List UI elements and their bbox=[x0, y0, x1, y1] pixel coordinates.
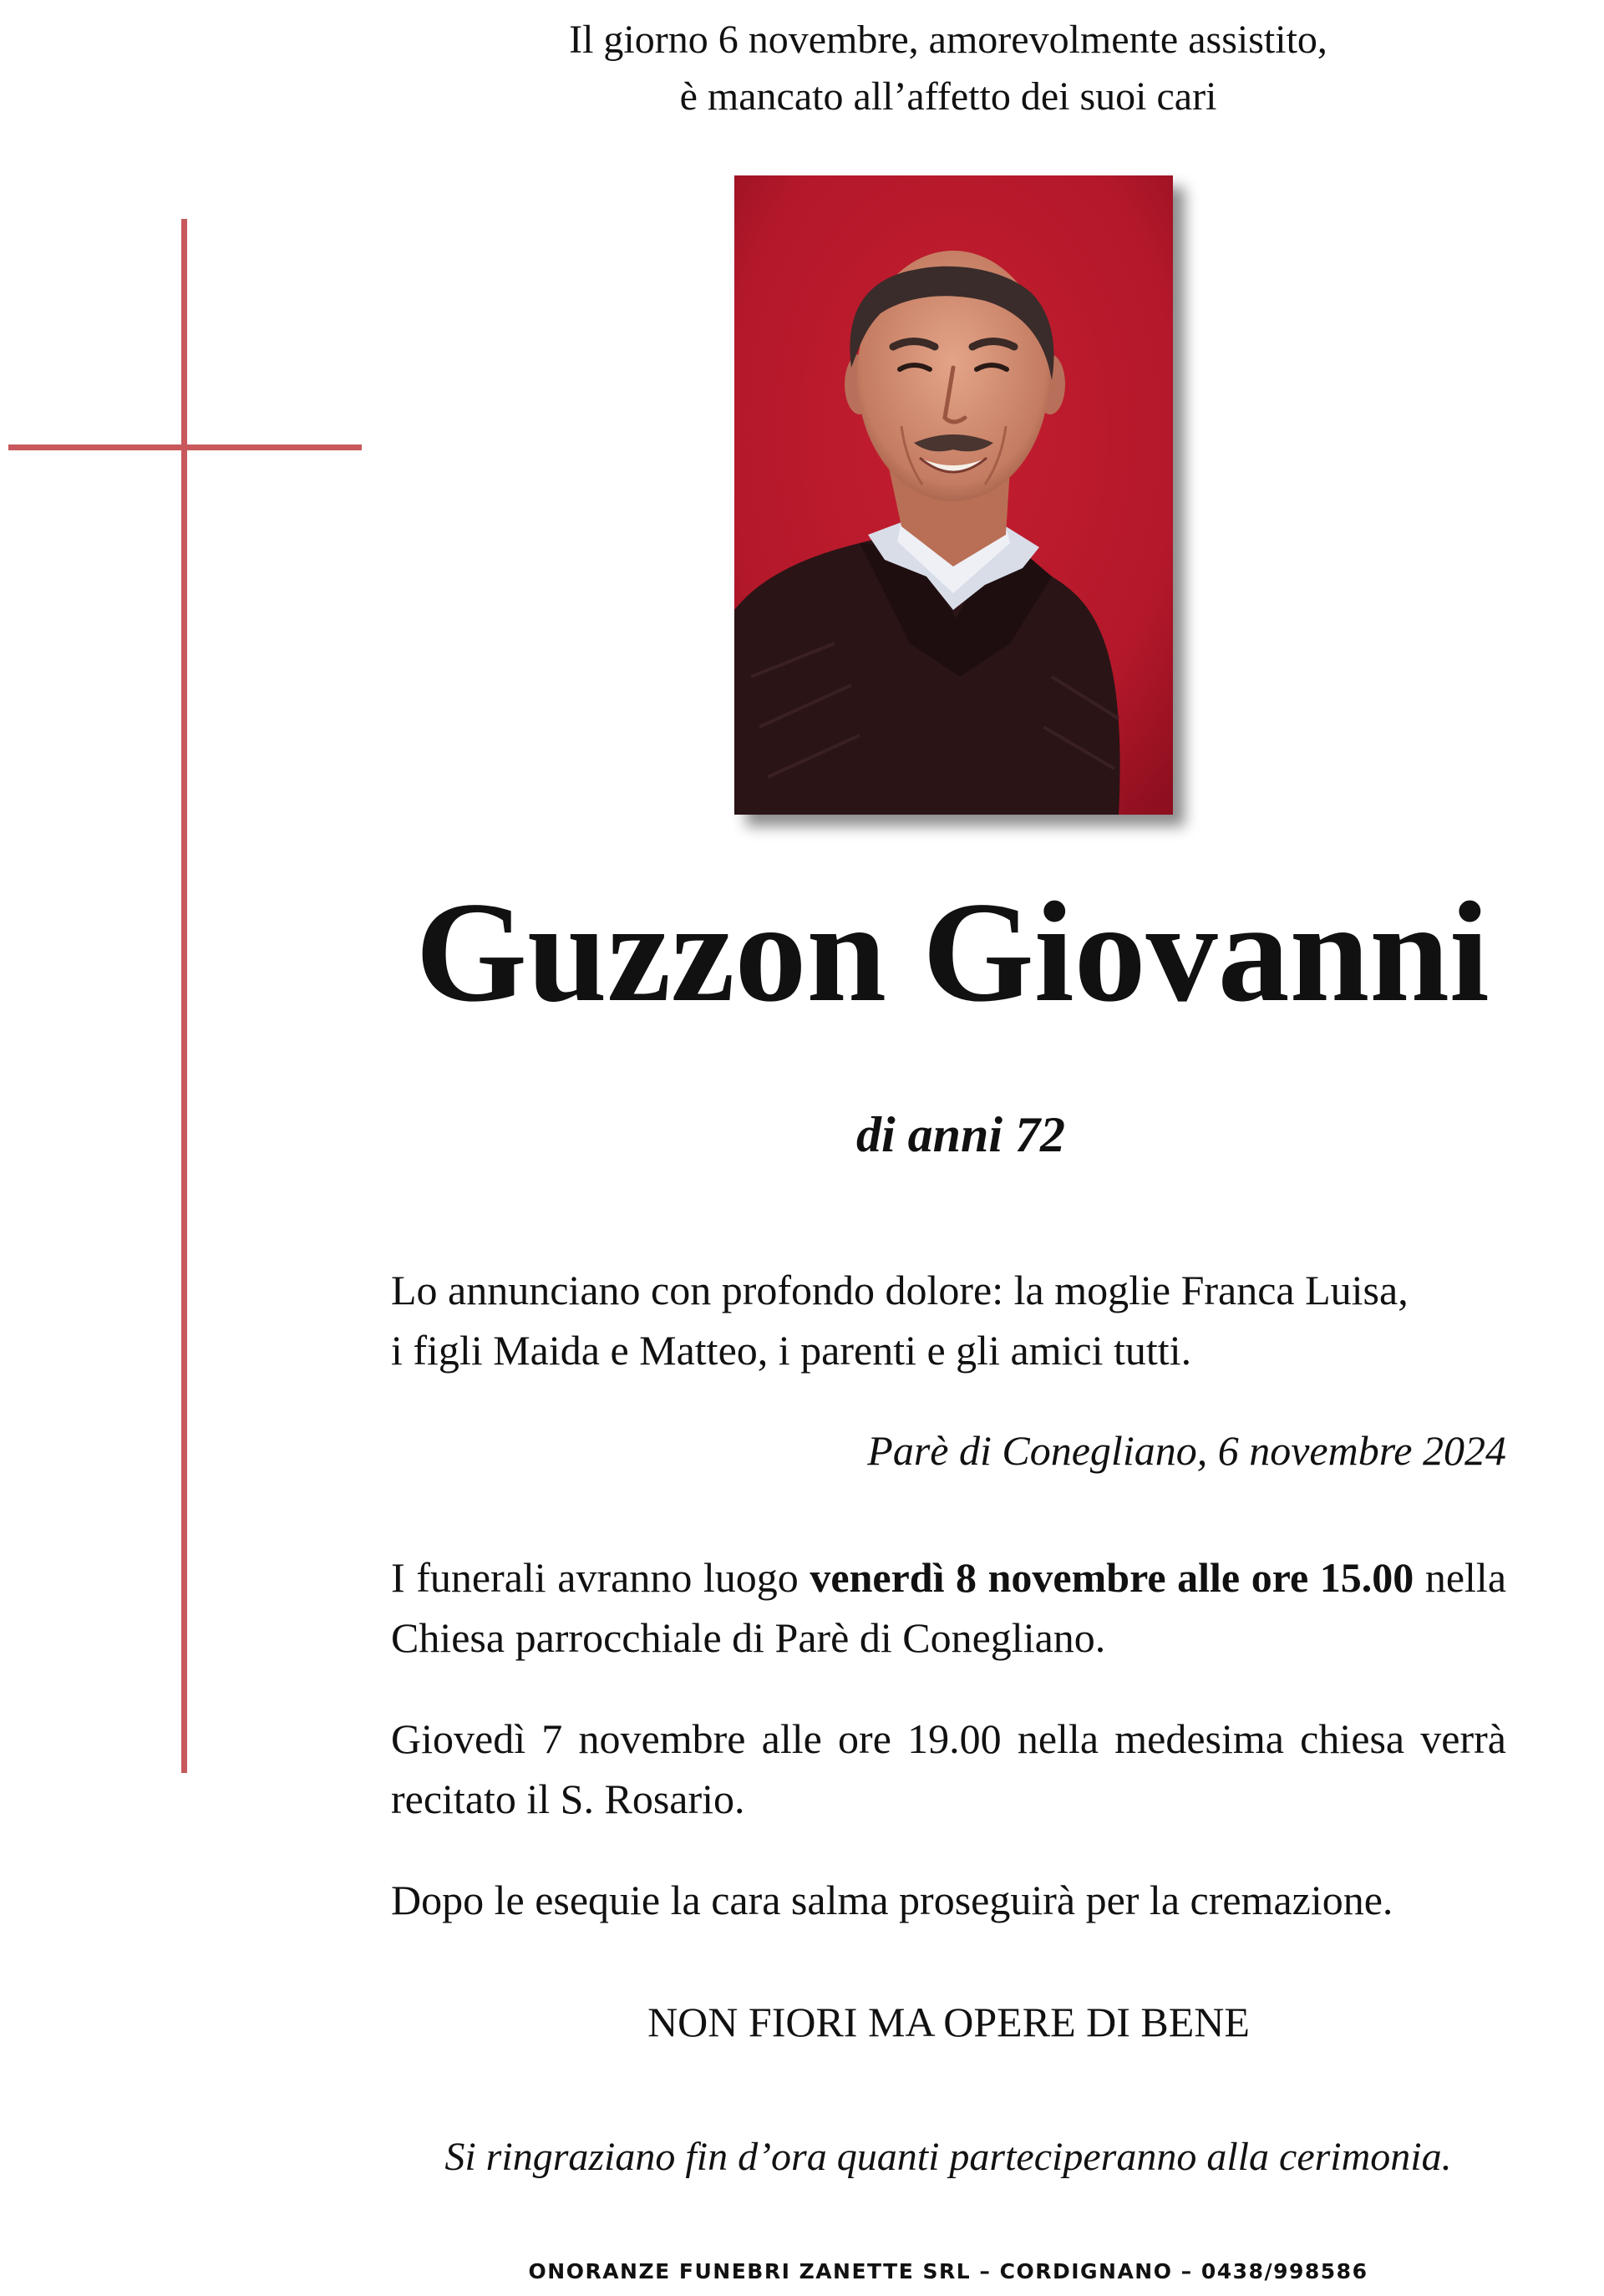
deceased-age: di anni 72 bbox=[855, 1107, 1066, 1162]
funeral-paragraph bbox=[391, 1547, 1506, 1668]
portrait-illustration bbox=[734, 175, 1173, 815]
cross-icon-horizontal-bar bbox=[8, 444, 362, 450]
rosary-paragraph: Giovedì 7 novembre alle ore 19.00 nella medesima chiesa verrà recitato il S. Rosario. bbox=[391, 1715, 1506, 1822]
intro-line-2: è mancato all’affetto dei suoi cari bbox=[679, 74, 1217, 119]
portrait-photo bbox=[734, 175, 1173, 815]
cross-icon-vertical-bar bbox=[181, 219, 187, 1773]
place-date: Parè di Conegliano, 6 novembre 2024 bbox=[867, 1427, 1506, 1474]
thanks-note: Si ringraziano fin d’ora quanti parteciperanno alla cerimonia. bbox=[444, 2135, 1452, 2179]
intro-text bbox=[418, 12, 1479, 125]
announcement-paragraph bbox=[391, 1260, 1506, 1380]
funeral-date-time: venerdì 8 novembre alle ore 15.00 bbox=[810, 1554, 1414, 1601]
deceased-name: Guzzon Giovanni bbox=[415, 873, 1490, 1032]
funeral-home-footer: ONORANZE FUNEBRI ZANETTE SRL – CORDIGNANO – 0438/998586 bbox=[528, 2259, 1368, 2283]
cremation-paragraph: Dopo le esequie la cara salma proseguirà per la cremazione. bbox=[391, 1877, 1393, 1923]
no-flowers-notice: NON FIORI MA OPERE DI BENE bbox=[647, 1999, 1250, 2045]
announcement-line-1: Lo annunciano con profondo dolore: la moglie Franca Luisa, bbox=[391, 1267, 1409, 1313]
funeral-prefix: I funerali avranno luogo bbox=[391, 1554, 810, 1601]
announcement-line-2: i figli Maida e Matteo, i parenti e gli amici tutti. bbox=[391, 1327, 1192, 1374]
intro-line-1: Il giorno 6 novembre, amorevolmente assistito, bbox=[569, 18, 1327, 62]
funeral-suffix: nella Chiesa parrocchiale di Parè di Conegliano. bbox=[391, 1554, 1507, 1661]
